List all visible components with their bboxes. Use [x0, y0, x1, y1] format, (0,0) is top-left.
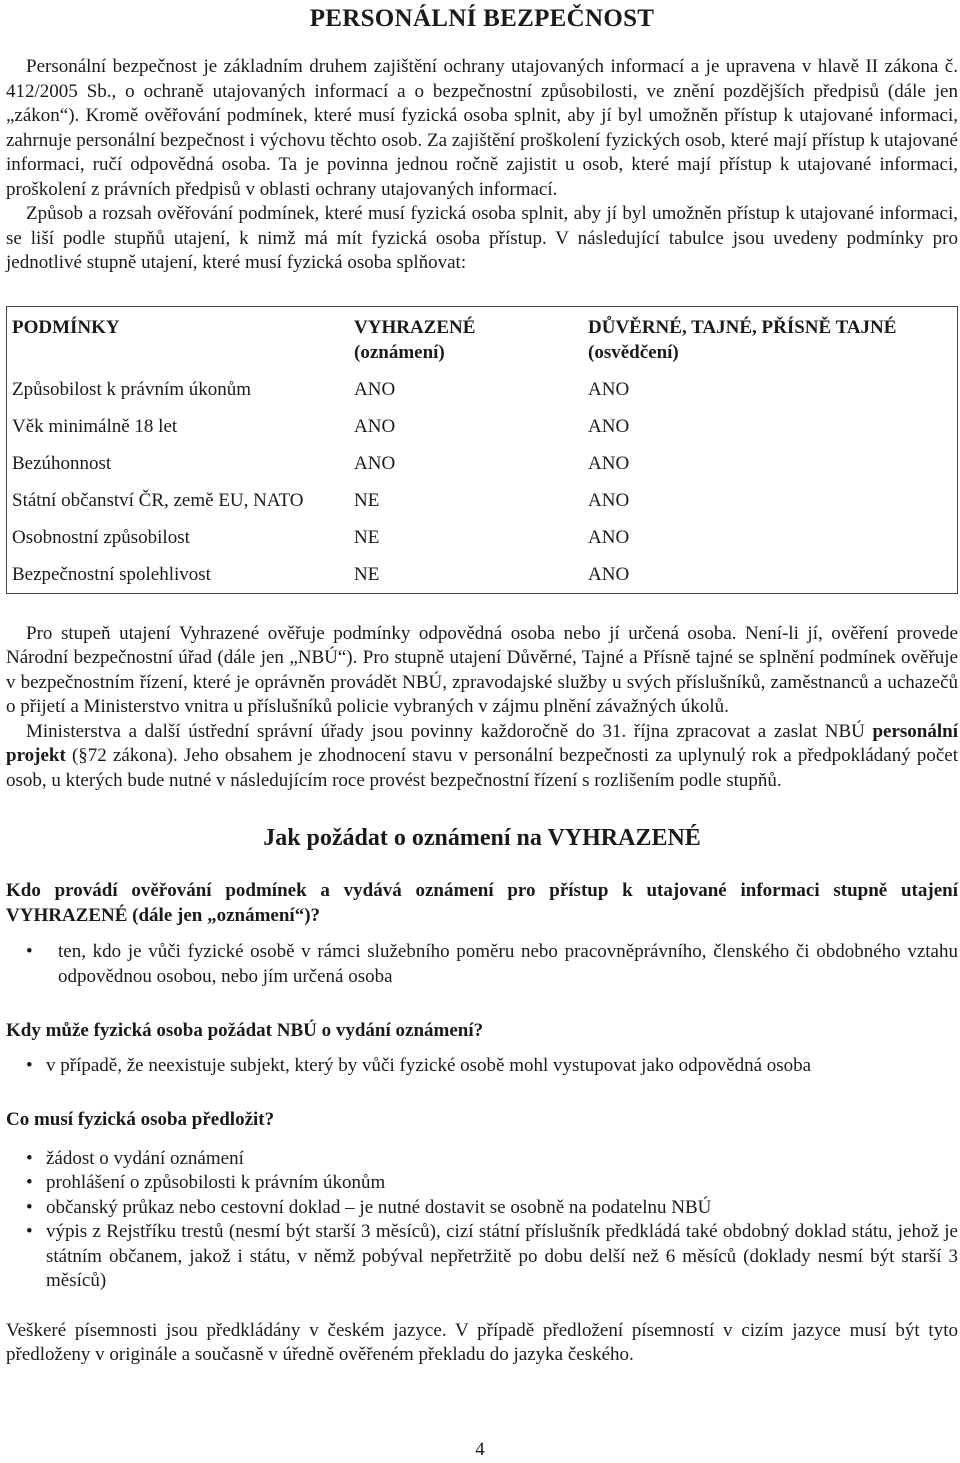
- table-header-row: [7, 306, 958, 371]
- row-higher: ANO: [588, 415, 630, 437]
- paragraph-2-tail: (§72 zákona). Jeho obsahem je zhodnocení stavu v personální bezpečnosti za uplynulý rok a předpokládaný počet osob, u kterých bude nutné v následujícím roce provést bezpečnostní řízení s rozlišením podle stupňů.: [6, 745, 958, 791]
- row-higher: ANO: [588, 452, 630, 474]
- list-item: • ten, kdo je vůči fyzické osobě v rámci služebního poměru nebo pracovněprávního, členského či obdobného vztahu odpovědnou osobou, nebo jím určená osoba: [6, 940, 958, 989]
- section-heading: Jak požádat o oznámení na VYHRAZENÉ: [263, 825, 701, 851]
- row-restricted: NE: [354, 526, 380, 548]
- answer-when-list: [6, 1054, 958, 1079]
- answer-what-list: [6, 1147, 958, 1294]
- row-restricted: NE: [354, 563, 380, 585]
- row-condition: Osobnostní způsobilost: [12, 526, 190, 548]
- header-restricted-sub: (oznámení): [354, 341, 445, 363]
- closing-paragraph: Veškeré písemnosti jsou předkládány v českém jazyce. V případě předložení písemností v cizím jazyce musí být tyto předloženy v originále a současně v úředně ověřeném překladu do jazyka českého.: [6, 1319, 958, 1365]
- list-item: • žádost o vydání oznámení: [6, 1147, 958, 1172]
- header-higher-main: DŮVĚRNÉ, TAJNÉ, PŘÍSNĚ TAJNÉ: [588, 316, 897, 338]
- list-item: • prohlášení o způsobilosti k právním úkonům: [6, 1171, 958, 1196]
- document-page: [6, 0, 958, 1368]
- row-condition: Bezúhonnost: [12, 452, 112, 474]
- row-higher: ANO: [588, 489, 630, 511]
- header-restricted: [349, 306, 583, 371]
- list-item: • občanský průkaz nebo cestovní doklad – je nutné dostavit se osobně na podatelnu NBÚ: [6, 1196, 958, 1221]
- table-row: [7, 519, 958, 556]
- page-number: 4: [475, 1439, 485, 1460]
- row-restricted: ANO: [354, 378, 396, 400]
- question-when: Kdy může fyzická osoba požádat NBÚ o vydání oznámení?: [6, 1020, 484, 1041]
- header-conditions: PODMÍNKY: [12, 316, 120, 338]
- table-row: [7, 445, 958, 482]
- header-higher-levels: [583, 306, 958, 371]
- row-condition: Bezpečnostní spolehlivost: [12, 563, 211, 585]
- row-higher: ANO: [588, 378, 630, 400]
- paragraph-2-lead: Ministerstva a další ústřední správní úřady jsou povinny každoročně do 31. října zpracovat a zaslat NBÚ: [26, 720, 873, 742]
- table-row: [7, 556, 958, 594]
- row-restricted: NE: [354, 489, 380, 511]
- conditions-table: [6, 306, 958, 594]
- row-higher: ANO: [588, 526, 630, 548]
- after-table-paragraph-2: [6, 720, 958, 794]
- header-higher-sub: (osvědčení): [588, 341, 679, 363]
- row-condition: Státní občanství ČR, země EU, NATO: [12, 489, 304, 511]
- row-condition: Věk minimálně 18 let: [12, 415, 178, 437]
- list-item: • výpis z Rejstříku trestů (nesmí být starší 3 měsíců), cizí státní příslušník předkládá také obdobný doklad státu, jehož je státním občanem, jakož i státu, v němž pobýval nepřetržitě po dobu delší než 6 měsíců (doklady nesmí být starší 3 měsíců): [6, 1220, 958, 1294]
- question-who: Kdo provádí ověřování podmínek a vydává oznámení pro přístup k utajované informaci stupně utajení VYHRAZENÉ (dále jen „oznámení“)?: [6, 880, 958, 926]
- row-condition: Způsobilost k právním úkonům: [12, 378, 252, 400]
- page-title: PERSONÁLNÍ BEZPEČNOST: [309, 5, 655, 32]
- row-restricted: ANO: [354, 452, 396, 474]
- table-row: [7, 482, 958, 519]
- question-what: Co musí fyzická osoba předložit?: [6, 1109, 275, 1130]
- table-row: [7, 408, 958, 445]
- answer-who-list: [6, 940, 958, 989]
- intro-paragraph-2: Způsob a rozsah ověřování podmínek, které musí fyzická osoba splnit, aby jí byl umožněn přístup k utajované informaci, se liší podle stupňů utajení, k nimž má mít fyzická osoba přístup. V následující tabulce jsou uvedeny podmínky pro jednotlivé stupně utajení, které musí fyzická osoba splňovat:: [6, 203, 958, 273]
- list-item: • v případě, že neexistuje subjekt, který by vůči fyzické osobě mohl vystupovat jako odpovědná osoba: [6, 1054, 958, 1079]
- intro-paragraph-1: Personální bezpečnost je základním druhem zajištění ochrany utajovaných informací a je upravena v hlavě II zákona č. 412/2005 Sb., o ochraně utajovaných informací a o bezpečnostní způsobilosti, ve znění pozdějších předpisů (dále jen „zákon“). Kromě ověřování podmínek, které musí fyzická osoba splnit, aby jí byl umožněn přístup k utajované informaci, zahrnuje personální bezpečnost i výchovu těchto osob. Za zajištění proškolení fyzických osob, které mají přístup k utajované informaci, ručí odpovědná osoba. Ta je povinna jednou ročně zajistit u osob, které mají přístup k utajované informaci, proškolení z právních předpisů v oblasti ochrany utajovaných informací.: [6, 56, 958, 200]
- row-higher: ANO: [588, 563, 630, 585]
- personal-project-term: personální projekt: [6, 720, 958, 766]
- header-restricted-main: VYHRAZENÉ: [354, 316, 476, 338]
- table-row: [7, 371, 958, 408]
- row-restricted: ANO: [354, 415, 396, 437]
- after-table-paragraph-1: Pro stupeň utajení Vyhrazené ověřuje podmínky odpovědná osoba nebo jí určená osoba. Není-li jí, ověření provede Národní bezpečnostní úřad (dále jen „NBÚ“). Pro stupně utajení Důvěrné, Tajné a Přísně tajné se splnění podmínek ověřuje v bezpečnostním řízení, které je oprávněn provádět NBÚ, zpravodajské služby u svých příslušníků, zaměstnanců a uchazečů o přijetí a Ministerstvo vnitra u příslušníků policie vybraných v zájmu plnění závažných úkolů.: [6, 622, 958, 717]
